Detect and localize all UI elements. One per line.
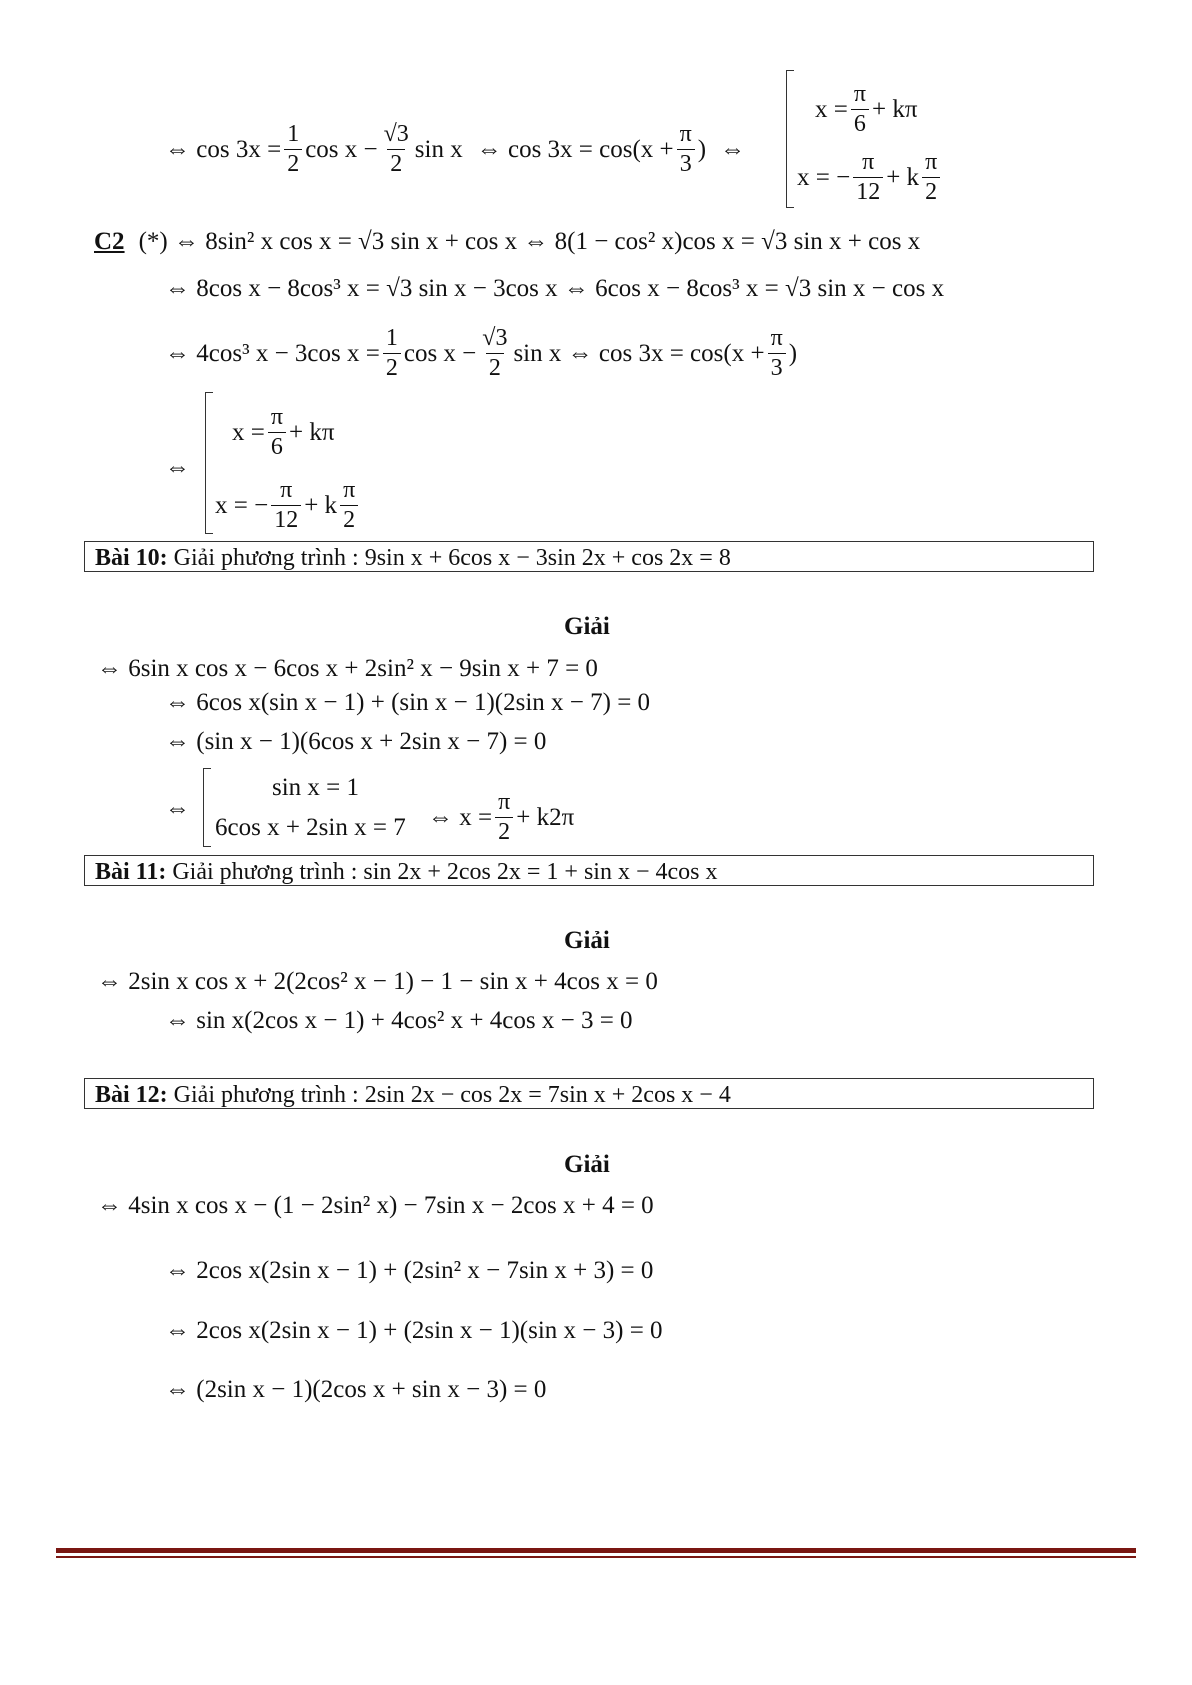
problem-statement (95, 1082, 731, 1109)
problem-equation: 9sin x + 6cos x − 3sin 2x + cos 2x = 8 (364, 545, 731, 571)
c2-solution-1 (232, 405, 334, 460)
expr: x = (232, 419, 265, 447)
fraction: $\frac{\pi}{2}$ (340, 478, 358, 533)
expr: cos x − (403, 340, 477, 368)
expr: ⇔ sin x(2cos x − 1) + 4cos² x + 4cos x − 3 = 0 (165, 1007, 633, 1034)
fraction: $\frac{\pi}{3}$ (768, 326, 786, 381)
equivalence-arrow: ⇔ (165, 795, 190, 822)
expr: ⇔ 8cos x − 8cos³ x = √3 sin x − 3cos x ⇔ 6cos x − 8cos³ x = √3 sin x − cos x (165, 275, 945, 302)
expr: ⇔ cos 3x = (165, 136, 282, 164)
expr: ⇔ 2cos x(2sin x − 1) + (2sin² x − 7sin x + 3) = 0 (165, 1257, 654, 1284)
case-bracket (203, 768, 211, 847)
expr: ⇔ 4cos³ x − 3cos x = (165, 340, 380, 368)
expr: x = (815, 96, 848, 124)
problem-prompt: Giải phương trình : (173, 1082, 359, 1108)
fraction: $\frac{\pi}{6}$ (851, 82, 869, 137)
problem-label: Bài 10: (95, 545, 168, 571)
fraction: $\frac{\pi}{2}$ (495, 790, 513, 845)
fraction: $\frac{1}{2}$ (284, 122, 302, 177)
bai12-line-3 (165, 1318, 663, 1343)
expr: ⇔ 6cos x(sin x − 1) + (sin x − 1)(2sin x − 7) = 0 (165, 689, 651, 716)
fraction: $\frac{\pi}{12}$ (853, 150, 883, 205)
bai11-line-1 (97, 969, 658, 994)
problem-label: Bài 11: (95, 859, 167, 885)
footer-rule-thick (56, 1548, 1136, 1553)
bai10-line-3 (165, 729, 546, 754)
problem-prompt: Giải phương trình : (172, 859, 358, 885)
problem-label: Bài 12: (95, 1082, 168, 1108)
equivalence-arrow: ⇔ (165, 454, 190, 481)
fraction: $\frac{\pi}{12}$ (271, 478, 301, 533)
expr: + k (304, 492, 338, 520)
fraction: $\frac{√3}{2}$ (383, 121, 409, 178)
c2-solution-2 (215, 478, 361, 533)
bai12-line-4 (165, 1377, 546, 1402)
bai10-line-1 (97, 656, 598, 681)
expr: ⇔ x = (428, 804, 493, 832)
bai10-line-2 (165, 690, 650, 715)
solution-heading: Giải (564, 613, 610, 640)
expr: ⇔ 2sin x cos x + 2(2cos² x − 1) − 1 − sin x + 4cos x = 0 (97, 968, 658, 995)
expr: ) (697, 136, 707, 164)
problem-box-bai-12 (84, 1078, 1094, 1109)
bai10-arrow (165, 796, 190, 821)
expr: ⇔ cos 3x = cos(x + (476, 136, 674, 164)
expr: 6cos x + 2sin x = 7 (215, 814, 406, 841)
expr: sin x (414, 136, 463, 164)
expr: sin x = 1 (272, 774, 360, 801)
expr: + k (886, 164, 920, 192)
expr: ⇔ 2cos x(2sin x − 1) + (2sin x − 1)(sin x − 3) = 0 (165, 1317, 663, 1344)
expr: + kπ (871, 96, 918, 124)
c2-arrow (165, 455, 190, 480)
expr: x = − (215, 492, 269, 520)
c2-line-3 (165, 326, 797, 381)
bai10-case-2 (215, 815, 406, 840)
solution-heading: Giải (564, 927, 610, 954)
bai12-line-1 (97, 1193, 654, 1218)
c2-line-2 (165, 276, 944, 301)
bai10-case-1 (272, 775, 359, 800)
problem-prompt: Giải phương trình : (173, 545, 359, 571)
problem-equation: sin 2x + 2cos 2x = 1 + sin x − 4cos x (363, 859, 718, 885)
fraction: $\frac{√3}{2}$ (482, 325, 508, 382)
problem-statement (95, 859, 718, 886)
equivalence-arrow: ⇔ (720, 136, 746, 164)
expr: (*) ⇔ 8sin² x cos x = √3 sin x + cos x ⇔ 8(1 − cos² x)cos x = √3 sin x + cos x (138, 228, 921, 255)
fraction: $\frac{\pi}{6}$ (268, 405, 286, 460)
footer-rule-thin (56, 1556, 1136, 1558)
expr: sin x ⇔ cos 3x = cos(x + (513, 340, 765, 368)
problem-statement (95, 545, 731, 572)
expr: ⇔ 6sin x cos x − 6cos x + 2sin² x − 9sin x + 7 = 0 (97, 655, 598, 682)
c2-line-1 (94, 229, 920, 254)
cont-equation-line (165, 122, 745, 177)
problem-box-bai-10 (84, 541, 1094, 572)
expr: ⇔ 4sin x cos x − (1 − 2sin² x) − 7sin x − 2cos x + 4 = 0 (97, 1192, 654, 1219)
bai10-result (428, 790, 574, 845)
expr: ⇔ (sin x − 1)(6cos x + 2sin x − 7) = 0 (165, 728, 547, 755)
cont-solution-2 (797, 150, 943, 205)
fraction: $\frac{\pi}{2}$ (922, 150, 940, 205)
solution-bracket (205, 392, 213, 534)
solution-bracket (786, 70, 794, 208)
expr: x = − (797, 164, 851, 192)
method-label: C2 (94, 228, 125, 255)
expr: ) (788, 340, 798, 368)
cont-solution-1 (815, 82, 917, 137)
bai12-line-2 (165, 1258, 653, 1283)
problem-box-bai-11 (84, 855, 1094, 886)
expr: + k2π (516, 804, 575, 832)
expr: ⇔ (2sin x − 1)(2cos x + sin x − 3) = 0 (165, 1376, 547, 1403)
expr: + kπ (288, 419, 335, 447)
problem-equation: 2sin 2x − cos 2x = 7sin x + 2cos x − 4 (364, 1082, 731, 1108)
fraction: $\frac{\pi}{3}$ (677, 122, 695, 177)
fraction: $\frac{1}{2}$ (383, 326, 401, 381)
solution-heading: Giải (564, 1151, 610, 1178)
expr: cos x − (305, 136, 378, 164)
bai11-line-2 (165, 1008, 633, 1033)
